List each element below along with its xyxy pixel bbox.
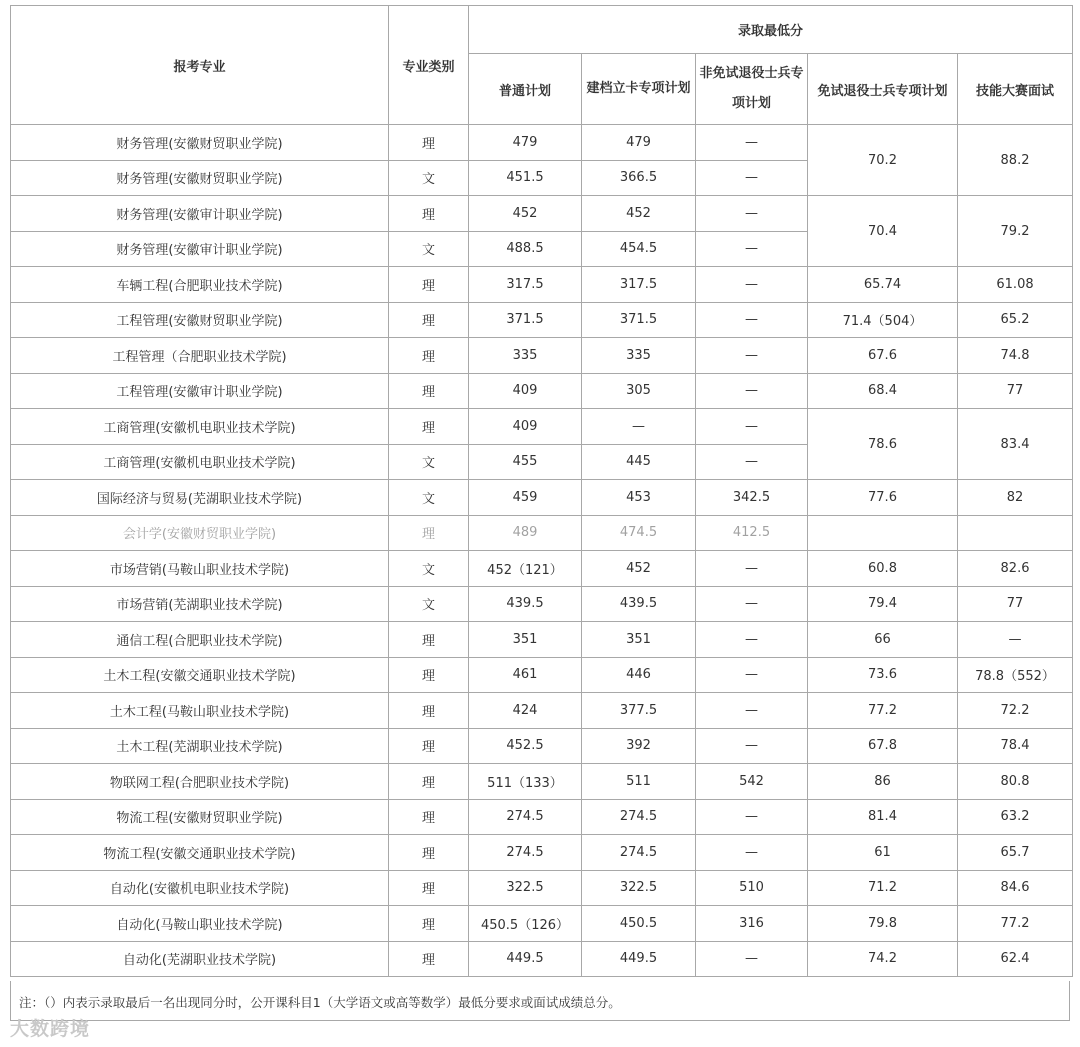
general-plan-cell: 317.5 bbox=[469, 267, 582, 303]
veteran-free-cell: 67.8 bbox=[808, 728, 958, 764]
veteran-exam-cell: — bbox=[696, 231, 808, 267]
table-row bbox=[11, 338, 1073, 374]
general-plan-cell: 450.5（126） bbox=[469, 906, 582, 942]
veteran-free-cell: 68.4 bbox=[808, 373, 958, 409]
header-general-plan: 普通计划 bbox=[469, 54, 582, 125]
category-cell: 理 bbox=[389, 196, 469, 232]
veteran-free-cell: 73.6 bbox=[808, 657, 958, 693]
major-cell: 通信工程(合肥职业技术学院) bbox=[11, 622, 389, 658]
general-plan-cell: 449.5 bbox=[469, 941, 582, 977]
poverty-plan-cell: 322.5 bbox=[582, 870, 696, 906]
skills-interview-cell: 79.2 bbox=[958, 196, 1073, 267]
veteran-exam-cell: 412.5 bbox=[696, 515, 808, 551]
category-cell: 理 bbox=[389, 302, 469, 338]
veteran-free-cell: 70.4 bbox=[808, 196, 958, 267]
poverty-plan-cell: 446 bbox=[582, 657, 696, 693]
veteran-free-cell: 60.8 bbox=[808, 551, 958, 587]
poverty-plan-cell: 274.5 bbox=[582, 799, 696, 835]
poverty-plan-cell: 454.5 bbox=[582, 231, 696, 267]
major-cell: 物流工程(安徽交通职业技术学院) bbox=[11, 835, 389, 871]
header-veteran-exam-plan: 非免试退役士兵专项计划 bbox=[696, 54, 808, 125]
veteran-exam-cell: — bbox=[696, 302, 808, 338]
general-plan-cell: 511（133） bbox=[469, 764, 582, 800]
category-cell: 理 bbox=[389, 622, 469, 658]
veteran-exam-cell: — bbox=[696, 125, 808, 161]
poverty-plan-cell: 274.5 bbox=[582, 835, 696, 871]
major-cell: 自动化(马鞍山职业技术学院) bbox=[11, 906, 389, 942]
table-row bbox=[11, 515, 1073, 551]
poverty-plan-cell: — bbox=[582, 409, 696, 445]
major-cell: 财务管理(安徽财贸职业学院) bbox=[11, 125, 389, 161]
major-cell: 国际经济与贸易(芜湖职业技术学院) bbox=[11, 480, 389, 516]
category-cell: 文 bbox=[389, 586, 469, 622]
table-row bbox=[11, 196, 1073, 232]
table-row bbox=[11, 906, 1073, 942]
table-row bbox=[11, 373, 1073, 409]
skills-interview-cell: 82 bbox=[958, 480, 1073, 516]
major-cell: 工程管理（合肥职业技术学院) bbox=[11, 338, 389, 374]
veteran-exam-cell: — bbox=[696, 799, 808, 835]
veteran-free-cell: 77.2 bbox=[808, 693, 958, 729]
table-row bbox=[11, 125, 1073, 161]
major-cell: 土木工程(安徽交通职业技术学院) bbox=[11, 657, 389, 693]
veteran-exam-cell: — bbox=[696, 160, 808, 196]
category-cell: 理 bbox=[389, 764, 469, 800]
category-cell: 理 bbox=[389, 870, 469, 906]
general-plan-cell: 459 bbox=[469, 480, 582, 516]
veteran-free-cell: 71.4（504） bbox=[808, 302, 958, 338]
major-cell: 会计学(安徽财贸职业学院) bbox=[11, 515, 389, 551]
general-plan-cell: 371.5 bbox=[469, 302, 582, 338]
table-row bbox=[11, 728, 1073, 764]
general-plan-cell: 439.5 bbox=[469, 586, 582, 622]
table-row bbox=[11, 480, 1073, 516]
skills-interview-cell: — bbox=[958, 622, 1073, 658]
veteran-free-cell: 86 bbox=[808, 764, 958, 800]
veteran-exam-cell: — bbox=[696, 409, 808, 445]
general-plan-cell: 489 bbox=[469, 515, 582, 551]
general-plan-cell: 451.5 bbox=[469, 160, 582, 196]
general-plan-cell: 335 bbox=[469, 338, 582, 374]
table-row bbox=[11, 622, 1073, 658]
skills-interview-cell: 77 bbox=[958, 586, 1073, 622]
general-plan-cell: 452（121） bbox=[469, 551, 582, 587]
veteran-free-cell: 81.4 bbox=[808, 799, 958, 835]
skills-interview-cell: 78.8（552） bbox=[958, 657, 1073, 693]
poverty-plan-cell: 449.5 bbox=[582, 941, 696, 977]
skills-interview-cell: 63.2 bbox=[958, 799, 1073, 835]
major-cell: 物流工程(安徽财贸职业学院) bbox=[11, 799, 389, 835]
poverty-plan-cell: 371.5 bbox=[582, 302, 696, 338]
category-cell: 理 bbox=[389, 515, 469, 551]
watermark: 大数跨境 bbox=[10, 1018, 91, 1040]
category-cell: 理 bbox=[389, 799, 469, 835]
general-plan-cell: 452 bbox=[469, 196, 582, 232]
major-cell: 工商管理(安徽机电职业技术学院) bbox=[11, 444, 389, 480]
veteran-exam-cell: 542 bbox=[696, 764, 808, 800]
skills-interview-cell: 78.4 bbox=[958, 728, 1073, 764]
skills-interview-cell: 62.4 bbox=[958, 941, 1073, 977]
veteran-exam-cell: — bbox=[696, 196, 808, 232]
veteran-free-cell: 79.4 bbox=[808, 586, 958, 622]
skills-interview-cell bbox=[958, 515, 1073, 551]
poverty-plan-cell: 511 bbox=[582, 764, 696, 800]
category-cell: 理 bbox=[389, 693, 469, 729]
poverty-plan-cell: 392 bbox=[582, 728, 696, 764]
veteran-exam-cell: — bbox=[696, 551, 808, 587]
poverty-plan-cell: 317.5 bbox=[582, 267, 696, 303]
table-row bbox=[11, 693, 1073, 729]
general-plan-cell: 488.5 bbox=[469, 231, 582, 267]
table-row bbox=[11, 267, 1073, 303]
general-plan-cell: 479 bbox=[469, 125, 582, 161]
general-plan-cell: 322.5 bbox=[469, 870, 582, 906]
skills-interview-cell: 77.2 bbox=[958, 906, 1073, 942]
category-cell: 文 bbox=[389, 160, 469, 196]
table-row bbox=[11, 302, 1073, 338]
skills-interview-cell: 80.8 bbox=[958, 764, 1073, 800]
header-major: 报考专业 bbox=[11, 6, 389, 125]
category-cell: 理 bbox=[389, 267, 469, 303]
poverty-plan-cell: 305 bbox=[582, 373, 696, 409]
category-cell: 理 bbox=[389, 373, 469, 409]
veteran-exam-cell: — bbox=[696, 338, 808, 374]
poverty-plan-cell: 453 bbox=[582, 480, 696, 516]
veteran-free-cell bbox=[808, 515, 958, 551]
major-cell: 土木工程(马鞍山职业技术学院) bbox=[11, 693, 389, 729]
category-cell: 理 bbox=[389, 728, 469, 764]
veteran-free-cell: 67.6 bbox=[808, 338, 958, 374]
veteran-exam-cell: — bbox=[696, 373, 808, 409]
veteran-free-cell: 66 bbox=[808, 622, 958, 658]
major-cell: 土木工程(芜湖职业技术学院) bbox=[11, 728, 389, 764]
veteran-exam-cell: — bbox=[696, 267, 808, 303]
veteran-free-cell: 65.74 bbox=[808, 267, 958, 303]
poverty-plan-cell: 450.5 bbox=[582, 906, 696, 942]
poverty-plan-cell: 377.5 bbox=[582, 693, 696, 729]
skills-interview-cell: 83.4 bbox=[958, 409, 1073, 480]
veteran-exam-cell: — bbox=[696, 693, 808, 729]
header-min-score-group: 录取最低分 bbox=[469, 6, 1073, 54]
general-plan-cell: 409 bbox=[469, 409, 582, 445]
poverty-plan-cell: 366.5 bbox=[582, 160, 696, 196]
major-cell: 财务管理(安徽审计职业学院) bbox=[11, 196, 389, 232]
category-cell: 理 bbox=[389, 409, 469, 445]
major-cell: 工程管理(安徽财贸职业学院) bbox=[11, 302, 389, 338]
veteran-exam-cell: 342.5 bbox=[696, 480, 808, 516]
veteran-free-cell: 77.6 bbox=[808, 480, 958, 516]
table-row bbox=[11, 409, 1073, 445]
skills-interview-cell: 88.2 bbox=[958, 125, 1073, 196]
major-cell: 自动化(芜湖职业技术学院) bbox=[11, 941, 389, 977]
skills-interview-cell: 65.7 bbox=[958, 835, 1073, 871]
veteran-exam-cell: — bbox=[696, 586, 808, 622]
veteran-exam-cell: — bbox=[696, 622, 808, 658]
poverty-plan-cell: 452 bbox=[582, 196, 696, 232]
skills-interview-cell: 84.6 bbox=[958, 870, 1073, 906]
veteran-free-cell: 70.2 bbox=[808, 125, 958, 196]
category-cell: 理 bbox=[389, 125, 469, 161]
category-cell: 文 bbox=[389, 480, 469, 516]
header-poverty-plan: 建档立卡专项计划 bbox=[582, 54, 696, 125]
admission-scores-table bbox=[10, 5, 1073, 977]
major-cell: 市场营销(芜湖职业技术学院) bbox=[11, 586, 389, 622]
footnote: 注：（）内表示录取最后一名出现同分时，公开课科目1（大学语文或高等数学）最低分要求或面试成绩总分。 bbox=[10, 981, 1070, 1021]
veteran-free-cell: 71.2 bbox=[808, 870, 958, 906]
category-cell: 理 bbox=[389, 941, 469, 977]
category-cell: 理 bbox=[389, 906, 469, 942]
table-row bbox=[11, 870, 1073, 906]
table-row bbox=[11, 586, 1073, 622]
category-cell: 理 bbox=[389, 338, 469, 374]
poverty-plan-cell: 445 bbox=[582, 444, 696, 480]
skills-interview-cell: 77 bbox=[958, 373, 1073, 409]
major-cell: 自动化(安徽机电职业技术学院) bbox=[11, 870, 389, 906]
veteran-free-cell: 61 bbox=[808, 835, 958, 871]
veteran-exam-cell: — bbox=[696, 444, 808, 480]
general-plan-cell: 274.5 bbox=[469, 835, 582, 871]
header-skills-interview: 技能大赛面试 bbox=[958, 54, 1073, 125]
veteran-exam-cell: — bbox=[696, 941, 808, 977]
major-cell: 市场营销(马鞍山职业技术学院) bbox=[11, 551, 389, 587]
skills-interview-cell: 61.08 bbox=[958, 267, 1073, 303]
general-plan-cell: 455 bbox=[469, 444, 582, 480]
poverty-plan-cell: 474.5 bbox=[582, 515, 696, 551]
major-cell: 财务管理(安徽财贸职业学院) bbox=[11, 160, 389, 196]
major-cell: 物联网工程(合肥职业技术学院) bbox=[11, 764, 389, 800]
general-plan-cell: 274.5 bbox=[469, 799, 582, 835]
poverty-plan-cell: 351 bbox=[582, 622, 696, 658]
veteran-free-cell: 78.6 bbox=[808, 409, 958, 480]
category-cell: 文 bbox=[389, 444, 469, 480]
poverty-plan-cell: 335 bbox=[582, 338, 696, 374]
veteran-exam-cell: 510 bbox=[696, 870, 808, 906]
veteran-free-cell: 74.2 bbox=[808, 941, 958, 977]
general-plan-cell: 351 bbox=[469, 622, 582, 658]
poverty-plan-cell: 439.5 bbox=[582, 586, 696, 622]
category-cell: 文 bbox=[389, 551, 469, 587]
major-cell: 工商管理(安徽机电职业技术学院) bbox=[11, 409, 389, 445]
veteran-free-cell: 79.8 bbox=[808, 906, 958, 942]
poverty-plan-cell: 479 bbox=[582, 125, 696, 161]
table-row bbox=[11, 799, 1073, 835]
veteran-exam-cell: — bbox=[696, 835, 808, 871]
general-plan-cell: 424 bbox=[469, 693, 582, 729]
poverty-plan-cell: 452 bbox=[582, 551, 696, 587]
major-cell: 工程管理(安徽审计职业学院) bbox=[11, 373, 389, 409]
skills-interview-cell: 65.2 bbox=[958, 302, 1073, 338]
category-cell: 理 bbox=[389, 657, 469, 693]
table-row bbox=[11, 835, 1073, 871]
general-plan-cell: 409 bbox=[469, 373, 582, 409]
table-row bbox=[11, 551, 1073, 587]
table-row bbox=[11, 764, 1073, 800]
table-row bbox=[11, 657, 1073, 693]
table-row bbox=[11, 941, 1073, 977]
skills-interview-cell: 74.8 bbox=[958, 338, 1073, 374]
header-category: 专业类别 bbox=[389, 6, 469, 125]
category-cell: 理 bbox=[389, 835, 469, 871]
veteran-exam-cell: 316 bbox=[696, 906, 808, 942]
major-cell: 财务管理(安徽审计职业学院) bbox=[11, 231, 389, 267]
general-plan-cell: 461 bbox=[469, 657, 582, 693]
general-plan-cell: 452.5 bbox=[469, 728, 582, 764]
skills-interview-cell: 82.6 bbox=[958, 551, 1073, 587]
major-cell: 车辆工程(合肥职业技术学院) bbox=[11, 267, 389, 303]
veteran-exam-cell: — bbox=[696, 657, 808, 693]
header-veteran-free-plan: 免试退役士兵专项计划 bbox=[808, 54, 958, 125]
table-body bbox=[11, 125, 1073, 977]
category-cell: 文 bbox=[389, 231, 469, 267]
veteran-exam-cell: — bbox=[696, 728, 808, 764]
skills-interview-cell: 72.2 bbox=[958, 693, 1073, 729]
